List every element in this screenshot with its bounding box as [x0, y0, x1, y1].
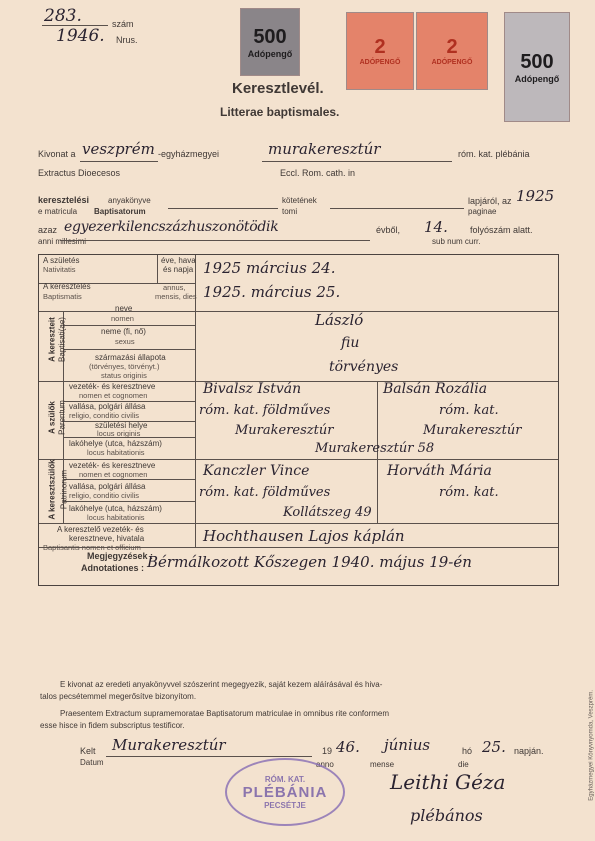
torvenyes-label: (törvényes, törvényt.) [89, 362, 160, 371]
father-origin-value: Murakeresztúr [235, 423, 334, 438]
child-name-value: László [315, 311, 364, 329]
nomen-label: nomen [111, 314, 134, 323]
parish-seal: RÓM. KAT. PLÉBÁNIA PECSÉTJE [225, 758, 345, 826]
tax-stamp-1: 500 Adópengő [240, 8, 300, 76]
signature-value: Leithi Géza [390, 770, 506, 794]
eccl-label: Eccl. Rom. cath. in [280, 168, 356, 178]
szarmazasi-label: származási állapota [95, 353, 166, 362]
document-title: Keresztlevél. [232, 80, 324, 97]
issue-place-value: Murakeresztúr [112, 736, 226, 754]
cert-line-4: esse hisce in fidem subscriptus testificor. [40, 721, 185, 730]
mother-religion-value: róm. kat. [439, 403, 499, 418]
birth-date-value: 1925 március 24. [203, 259, 336, 277]
tomi-label: tomi [282, 207, 298, 216]
kelt-label: Kelt [80, 746, 96, 756]
parents-name-label: vezeték- és keresztneve [69, 382, 156, 391]
nativitatis-label: Nativitatis [43, 265, 76, 274]
child-sex-value: fiu [341, 335, 360, 351]
parents-home-value: Murakeresztúr 58 [315, 441, 435, 456]
plebania-label: róm. kat. plébánia [458, 149, 530, 159]
godparents-name-label: vezeték- és keresztneve [69, 461, 156, 470]
issue-month-value: június [384, 736, 431, 754]
register-year-value: 1925 [516, 187, 555, 205]
neme-label: neme (fi, nő) [101, 327, 146, 336]
sexus-label: sexus [115, 337, 135, 346]
tax-stamp-4: 500 Adópengő [504, 12, 570, 122]
baptismatis-label: Baptismatis [43, 292, 82, 301]
signature-title-value: plébános [410, 806, 483, 825]
tax-stamp-3: 2 ADÓPENGŐ [416, 12, 488, 90]
father-religion-value: róm. kat. földműves [199, 403, 331, 418]
egyhazmegyei-label: -egyházmegyei [158, 149, 220, 159]
godparents-home-value: Kollátszeg 49 [283, 505, 372, 520]
folyoszam-label: folyószám alatt. [470, 225, 533, 235]
e-matricula-label: e matricula [38, 207, 78, 216]
parents-locus-orig-label: locus originis [97, 429, 141, 438]
child-status-value: törvényes [329, 359, 399, 375]
parents-group-label-latin: Parentum [57, 400, 67, 435]
baptisati-group-label-latin: Baptisati(ae) [57, 317, 67, 362]
priest-label-1: A keresztelő vezeték- és [57, 525, 144, 534]
tax-stamp-2: 2 ADÓPENGŐ [346, 12, 414, 90]
dioecese-value: veszprém [82, 140, 155, 158]
sub-num-label: sub num curr. [432, 237, 481, 246]
godparents-locus-hab-label: locus habitationis [87, 513, 145, 522]
godparents-religion-label: vallása, polgári állása [69, 482, 146, 491]
eve-hava-label: éve, hava [161, 256, 196, 265]
ho-label: hó [462, 746, 473, 756]
baptisati-group-label: A kereszteit [47, 317, 57, 362]
number-label: szám [112, 19, 134, 29]
extractus-label: Extractus Dioecesos [38, 168, 121, 178]
godparents-religio-label: religio, conditio civilis [69, 491, 140, 500]
baptism-date-value: 1925. március 25. [203, 283, 341, 301]
kereszteles-label: A keresztelés [43, 282, 91, 291]
die-label: die [458, 760, 469, 769]
datum-label: Datum [80, 758, 104, 767]
parents-locus-hab-label: locus habitationis [87, 448, 145, 457]
godparent2-name-value: Horváth Mária [387, 463, 492, 479]
anyakonyve-label: anyakönyve [108, 196, 151, 205]
es-napja-label: és napja [163, 265, 194, 274]
parents-group-label: A szülők [47, 401, 57, 434]
issue-day-value: 25. [482, 738, 506, 756]
godparents-home-label: lakóhelye (utca, házszám) [69, 504, 162, 513]
keresztelesi-label: keresztelési [38, 195, 90, 205]
records-table [38, 254, 559, 586]
status-originis-label: status originis [101, 371, 147, 380]
parents-home-label: lakóhelye (utca, házszám) [69, 439, 162, 448]
cert-line-2: talos pecsétemmel megerősítve bizonyítom. [40, 692, 197, 701]
document-subtitle: Litterae baptismales. [220, 105, 340, 119]
godparent2-religion-value: róm. kat. [439, 485, 499, 500]
priest-label-3: Baptisantis nomen et officium [43, 543, 141, 552]
cert-line-3: Praesentem Extractum supramemoratae Baptisatorum matriculae in omnibus rite conformem [60, 709, 390, 718]
szuletes-label: A születés [43, 256, 80, 265]
godparent1-religion-value: róm. kat. földműves [199, 485, 331, 500]
kivonat-label: Kivonat a [38, 149, 76, 159]
godparents-group-label: A keresztszülők [47, 459, 57, 520]
mense-label: mense [370, 760, 395, 769]
mother-origin-value: Murakeresztúr [423, 423, 522, 438]
evbol-label: évből, [376, 225, 401, 235]
neve-label: neve [115, 304, 133, 313]
napjan-label: napján. [514, 746, 544, 756]
priest-value: Hochthausen Lajos káplán [203, 527, 405, 545]
year-value: 1946. [56, 26, 105, 46]
notes-value: Bérmálkozott Kőszegen 1940. május 19-én [147, 553, 472, 571]
adnotationes-label: Adnotationes : [81, 563, 144, 573]
lapjarol-label: lapjáról, az [468, 196, 512, 206]
annus-label: annus, [163, 283, 186, 292]
mother-name-value: Balsán Rozália [383, 381, 488, 397]
number-value: 283. [44, 6, 82, 26]
godparents-nomen-label: nomen et cognomen [79, 470, 148, 479]
baptisatorum-label: Baptisatorum [94, 207, 146, 216]
number-label-latin: Nrus. [116, 35, 138, 45]
paginae-label: paginae [468, 207, 497, 216]
year-words-value: egyezerkilencszázhuszonötödik [64, 219, 279, 235]
parents-nomen-label: nomen et cognomen [79, 391, 148, 400]
year-prefix-label: 19 [322, 746, 333, 756]
entry-number-value: 14. [424, 218, 448, 236]
parents-religio-label: religio, conditio civilis [69, 411, 140, 420]
priest-label-2: keresztneve, hivatala [69, 534, 145, 543]
notes-label: Megjegyzések : [87, 551, 154, 561]
issue-year-value: 46. [336, 738, 360, 756]
cert-line-1: E kivonat az eredeti anyakönyvvel szószerint megegyezik, saját kezem aláírásával és hiva- [60, 680, 383, 689]
godparents-group-label-latin: Patrinorum [59, 469, 69, 510]
mensis-dies-label: mensis, dies [155, 292, 197, 301]
azaz-label: azaz [38, 225, 58, 235]
parish-value: murakeresztúr [268, 140, 381, 158]
anni-millesimi-label: anni millesimi [38, 237, 87, 246]
parents-religion-label: vallása, polgári állása [69, 402, 146, 411]
printer-imprint: Egyházmegyei Könyvnyomda, Veszprém. [589, 690, 595, 801]
anno-label: anno [316, 760, 334, 769]
kotetenek-label: kötetének [282, 196, 317, 205]
parents-origin-label: születési helye [95, 421, 148, 430]
godparent1-name-value: Kanczler Vince [203, 463, 310, 479]
father-name-value: Bivalsz István [203, 381, 302, 397]
